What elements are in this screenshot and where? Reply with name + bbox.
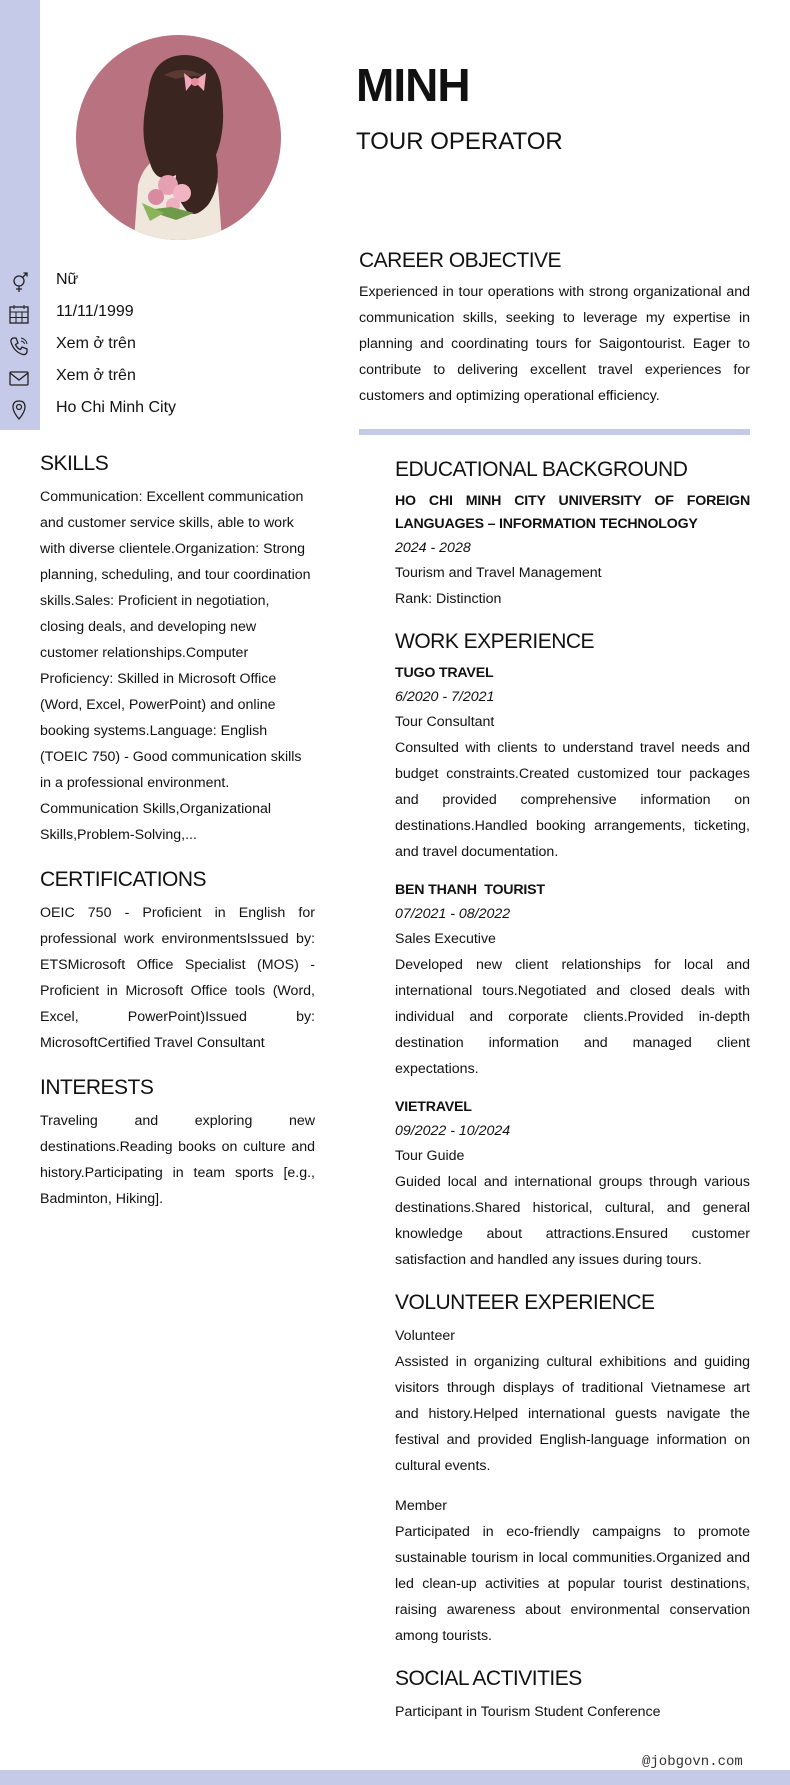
contact-list bbox=[0, 265, 320, 425]
work-description: Developed new client relationships for local and international tours.Negotiated and closed deals with individual and corporate clients.Provided in-depth destination information and managed client expectations. bbox=[395, 957, 750, 1077]
career-objective-text: Experienced in tour operations with strong organizational and communication skills, seeking to leverage my expertise in planning and coordinating tours for Saigontourist. Eager to contribute to delivering excellent travel experiences for customers and optimizing operational efficiency. bbox=[359, 284, 750, 404]
education-entry bbox=[395, 490, 750, 612]
contact-birthdate bbox=[0, 297, 320, 329]
certifications-title: CERTIFICATIONS bbox=[40, 868, 207, 891]
right-column bbox=[395, 458, 750, 1743]
contact-gender bbox=[0, 265, 320, 297]
person-name: MINH bbox=[356, 59, 470, 111]
volunteer-role: Volunteer bbox=[395, 1328, 455, 1344]
work-section bbox=[395, 630, 750, 1273]
gender-icon bbox=[8, 271, 30, 293]
education-years: 2024 - 2028 bbox=[395, 540, 471, 556]
work-title: WORK EXPERIENCE bbox=[395, 630, 595, 653]
section-divider bbox=[359, 429, 750, 435]
phone-value: Xem ở trên bbox=[56, 335, 136, 352]
career-objective-section bbox=[359, 249, 750, 409]
volunteer-entry bbox=[395, 1493, 750, 1649]
volunteer-title: VOLUNTEER EXPERIENCE bbox=[395, 1291, 655, 1314]
phone-icon bbox=[8, 335, 30, 357]
mail-icon bbox=[8, 367, 30, 389]
social-section bbox=[395, 1667, 750, 1725]
work-entry bbox=[395, 879, 750, 1082]
social-text: Participant in Tourism Student Conference bbox=[395, 1704, 661, 1720]
watermark: @jobgovn.com bbox=[642, 1754, 743, 1770]
school-name: HO CHI MINH CITY UNIVERSITY OF FOREIGN LANGUAGES – INFORMATION TECHNOLOGY bbox=[395, 493, 750, 532]
contact-location bbox=[0, 393, 320, 425]
gender-value: Nữ bbox=[56, 271, 79, 288]
work-company: VIETRAVEL bbox=[395, 1099, 472, 1115]
work-company: BEN THANH TOURIST bbox=[395, 882, 545, 898]
skills-section bbox=[40, 452, 315, 848]
education-major: Tourism and Travel Management bbox=[395, 565, 602, 581]
work-description: Guided local and international groups through various destinations.Shared historical, cultural, and general knowledge about attractions.Ensured customer satisfaction and handled any issues during tours. bbox=[395, 1174, 750, 1268]
calendar-icon bbox=[8, 303, 30, 325]
interests-text: Traveling and exploring new destinations.Reading books on culture and history.Participating in team sports [e.g., Badminton, Hiking]. bbox=[40, 1113, 315, 1207]
certifications-text: OEIC 750 - Proficient in English for professional work environmentsIssued by: ETSMicrosoft Office Specialist (MOS) - Proficient in Microsoft Office tools (Word, Excel, PowerPoint)Issued by: MicrosoftCertified Travel Consultant bbox=[40, 905, 315, 1051]
work-date: 07/2021 - 08/2022 bbox=[395, 906, 511, 922]
social-title: SOCIAL ACTIVITIES bbox=[395, 1667, 582, 1690]
work-position: Sales Executive bbox=[395, 931, 496, 947]
education-title: EDUCATIONAL BACKGROUND bbox=[395, 458, 688, 481]
work-company: TUGO TRAVEL bbox=[395, 665, 494, 681]
contact-email bbox=[0, 361, 320, 393]
volunteer-description: Assisted in organizing cultural exhibitions and guiding visitors through displays of traditional Vietnamese art and history.Helped international guests navigate the festival and provided English-language information on cultural events. bbox=[395, 1354, 750, 1474]
work-date: 6/2020 - 7/2021 bbox=[395, 689, 495, 705]
contact-phone bbox=[0, 329, 320, 361]
left-column bbox=[40, 452, 315, 1232]
skills-title: SKILLS bbox=[40, 452, 109, 475]
profile-avatar bbox=[76, 35, 281, 240]
interests-section bbox=[40, 1076, 315, 1212]
skills-text: Communication: Excellent communication and customer service skills, able to work with diverse clientele.Organization: Strong planning, scheduling, and tour coordination skills.Sales: Proficient in negotiation, closing deals, and developing new customer relationships.Computer Proficiency: Skilled in Microsoft Office (Word, Excel, PowerPoint) and online booking systems.Language: English (TOEIC 750) - Good communication skills in a professional environment. bbox=[40, 489, 311, 791]
interests-title: INTERESTS bbox=[40, 1076, 154, 1099]
work-description: Consulted with clients to understand travel needs and budget constraints.Created customized tour packages and provided comprehensive information on destinations.Handled booking arrangements, ticketing, and travel documentation. bbox=[395, 740, 750, 860]
bottom-accent-bar bbox=[0, 1770, 790, 1785]
job-title: TOUR OPERATOR bbox=[356, 128, 563, 155]
education-section bbox=[395, 458, 750, 612]
volunteer-description: Participated in eco-friendly campaigns to promote sustainable tourism in local communities.Organized and led clean-up activities at popular tourist destinations, raising awareness about environmental conservation among tourists. bbox=[395, 1524, 750, 1644]
volunteer-role: Member bbox=[395, 1498, 448, 1514]
work-date: 09/2022 - 10/2024 bbox=[395, 1123, 511, 1139]
work-entry bbox=[395, 1096, 750, 1273]
work-position: Tour Consultant bbox=[395, 714, 495, 730]
email-value: Xem ở trên bbox=[56, 367, 136, 384]
skills-summary: Communication Skills,Organizational Skills,Problem-Solving,... bbox=[40, 801, 272, 843]
location-pin-icon bbox=[8, 399, 30, 421]
work-entry bbox=[395, 662, 750, 865]
location-value: Ho Chi Minh City bbox=[56, 399, 177, 416]
volunteer-section bbox=[395, 1291, 750, 1649]
education-rank: Rank: Distinction bbox=[395, 591, 502, 607]
volunteer-entry bbox=[395, 1323, 750, 1479]
career-objective-title: CAREER OBJECTIVE bbox=[359, 249, 562, 272]
certifications-section bbox=[40, 868, 315, 1056]
work-position: Tour Guide bbox=[395, 1148, 465, 1164]
birthdate-value: 11/11/1999 bbox=[56, 303, 134, 320]
